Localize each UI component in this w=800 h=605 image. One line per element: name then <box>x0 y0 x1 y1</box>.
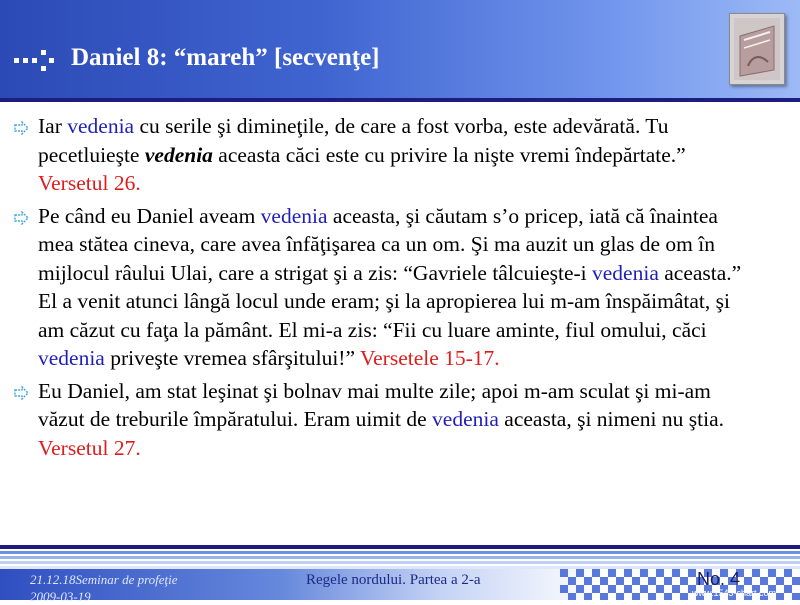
text-segment: aceasta, şi nimeni nu ştia. <box>498 407 724 431</box>
highlighted-word: vedenia <box>144 142 213 167</box>
footer-date: 2009-03-19 <box>30 589 91 604</box>
text-segment: aceasta.” El a venit atunci lângă locul unde eram; şi la apropierea lui m-am înspăimâtat, şi am căzut cu faţa la pământ. El mi-a zis: “Fii cu luare aminte, fiul omului, căci <box>38 260 742 342</box>
verse-reference: Versetul 27. <box>38 435 141 460</box>
text-segment: aceasta căci este cu privire la nişte vremi îndepărtate.” <box>212 142 686 167</box>
highlighted-word: vedenia <box>67 114 135 138</box>
text-segment: Pe când eu Daniel aveam <box>38 203 261 228</box>
list-item <box>14 202 759 373</box>
highlighted-word: vedenia <box>260 203 328 228</box>
footer-rule <box>0 545 800 569</box>
footer-watermark: www.1543-chart.com <box>692 588 777 598</box>
outline-arrow-icon <box>14 121 30 135</box>
text-segment: cu serile şi dimineţile, de care a fost vorba, este adevărată. Tu pecetluieşte <box>38 114 669 167</box>
text-segment: priveşte vremea sfârşitului!” <box>104 346 360 370</box>
holy-bible-icon <box>729 13 785 85</box>
verse-reference: Versetul 26. <box>38 171 141 195</box>
page-title: Daniel 8: “mareh” [secvenţe] <box>71 44 380 71</box>
text-segment: Iar <box>38 114 68 138</box>
slide-header <box>0 0 800 98</box>
bullet-text <box>38 204 741 371</box>
bullet-text <box>38 114 686 195</box>
verse-reference: Versetele 15-17. <box>359 346 500 370</box>
footer-title: Regele nordului. Partea a 2-a <box>306 572 481 588</box>
slide-number: No. 4 <box>697 569 741 589</box>
highlighted-word: vedenia <box>38 346 105 370</box>
outline-arrow-icon <box>14 386 30 400</box>
text-segment: aceasta, şi căutam s’o pricep, iată că înaintea mea stătea cineva, care avea înfăţişarea ca un om. Şi ma auzit un glas de om în mijlocul râului Ulai, care a strigat şi a zis: “Gavriele tâlcuieşte-i <box>38 203 718 285</box>
bullet-text <box>38 379 724 460</box>
list-item <box>14 377 759 463</box>
outline-arrow-icon <box>14 211 30 225</box>
highlighted-word: vedenia <box>432 407 499 431</box>
text-segment: Eu Daniel, am stat leşinat şi bolnav mai multe zile; apoi m-am sculat şi mi-am văzut de treburile împăratului. Eram uimit de <box>38 378 711 431</box>
header-rule <box>0 98 800 102</box>
highlighted-word: vedenia <box>592 260 659 285</box>
bullet-list <box>14 112 759 466</box>
footer-date-title: 21.12.18Seminar de profeţie <box>30 572 178 587</box>
list-item <box>14 112 759 198</box>
dots-cluster-icon <box>12 48 64 74</box>
